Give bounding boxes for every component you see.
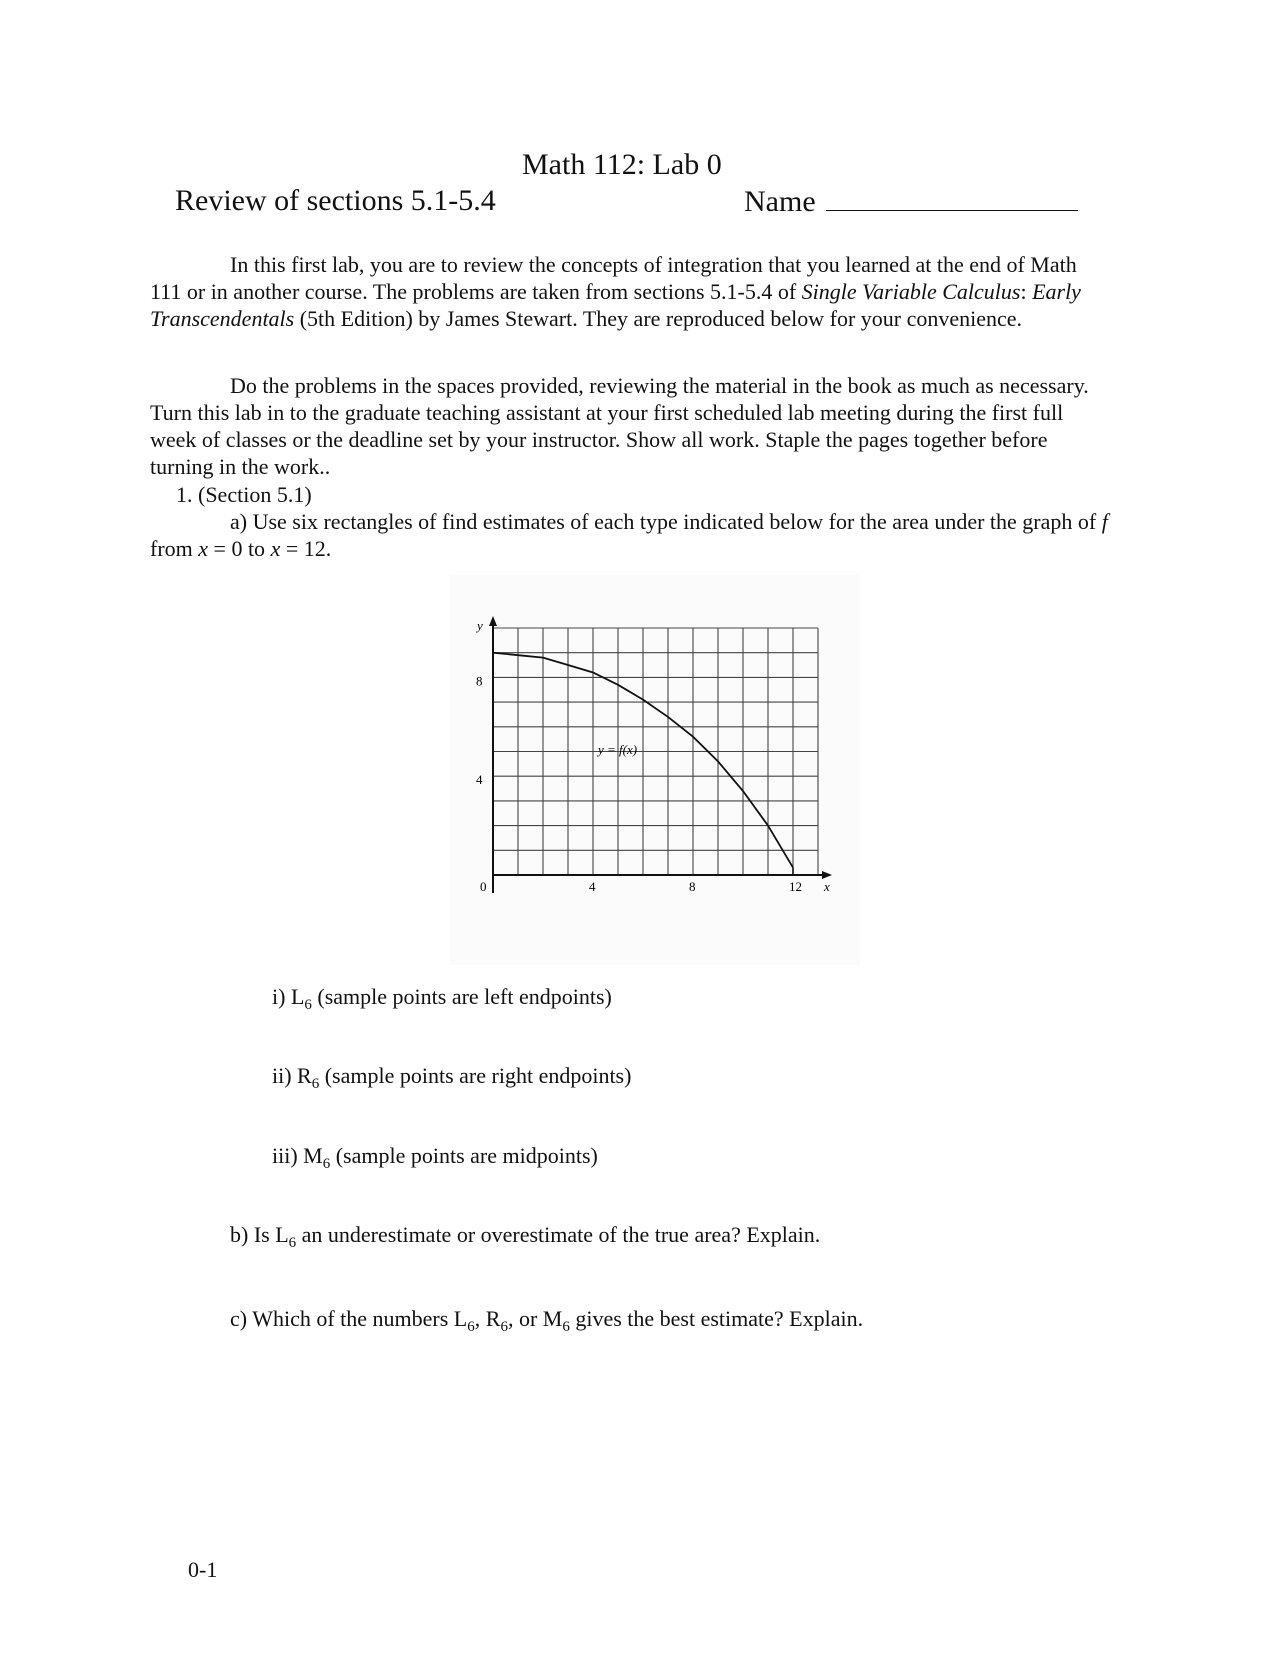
name-field xyxy=(744,184,1078,219)
intro-paragraph-2: Do the problems in the spaces provided, reviewing the material in the book as much as necessary. Turn this lab in to the graduate teaching assistant at your first scheduled lab meeting during the first full week of classes or the deadline set by your instructor. Show all work. Staple the pages together before turning in the work.. xyxy=(150,373,1089,479)
problem-1c-text: c) Which of the numbers $L_6$, $R_6$, or $M_6$ gives the best estimate? Explain. xyxy=(230,1306,864,1335)
x-tick-label: 12 xyxy=(789,879,802,894)
function-graph xyxy=(450,575,860,965)
intro-paragraph-1: In this first lab, you are to review the concepts of integration that you learned at the end of Math 111 or in another course. The problems are taken from sections 5.1-5.4 of Single Variable Calculus: Early Transcendentals (5th Edition) by James Stewart. They are reproduced below for your convenience. xyxy=(150,252,1081,331)
problem-1a-text: a) Use six rectangles of find estimates of each type indicated below for the area under the graph of f from x = 0 to x = 12. xyxy=(150,509,1108,561)
item-i-left-endpoints: i) $L_6$ (sample points are left endpoints) xyxy=(272,984,612,1013)
graph-svg xyxy=(450,575,860,965)
x-tick-label: 8 xyxy=(689,879,696,894)
book-title-part-1: Single Variable Calculus xyxy=(801,279,1021,304)
name-blank-line xyxy=(826,184,1078,211)
x-tick-label: 0 xyxy=(480,879,487,894)
item-iii-midpoints: iii) $M_6$ (sample points are midpoints) xyxy=(272,1143,598,1172)
review-subtitle: Review of sections 5.1-5.4 xyxy=(175,184,496,217)
x-axis-arrow xyxy=(822,871,832,879)
y-tick-label: 4 xyxy=(476,772,483,788)
item-ii-right-endpoints: ii) $R_6$ (sample points are right endpoints) xyxy=(272,1063,632,1092)
y-axis-label: y xyxy=(477,618,483,633)
y-axis-arrow xyxy=(489,616,497,626)
page-number: 0-1 xyxy=(188,1557,218,1582)
problem-1b-text: b) Is $L_6$ an underestimate or overestimate of the true area? Explain. xyxy=(230,1222,821,1251)
lab-title: Math 112: Lab 0 xyxy=(522,148,722,181)
x-axis-label: x xyxy=(824,879,830,894)
name-label: Name xyxy=(744,185,816,218)
book-title-part-2: Early Transcendentals xyxy=(150,279,1081,331)
y-tick-label: 8 xyxy=(476,673,483,689)
problem-1-heading: 1. (Section 5.1) xyxy=(176,482,312,507)
x-tick-label: 4 xyxy=(589,879,596,894)
curve-label: y = f(x) xyxy=(598,741,638,757)
